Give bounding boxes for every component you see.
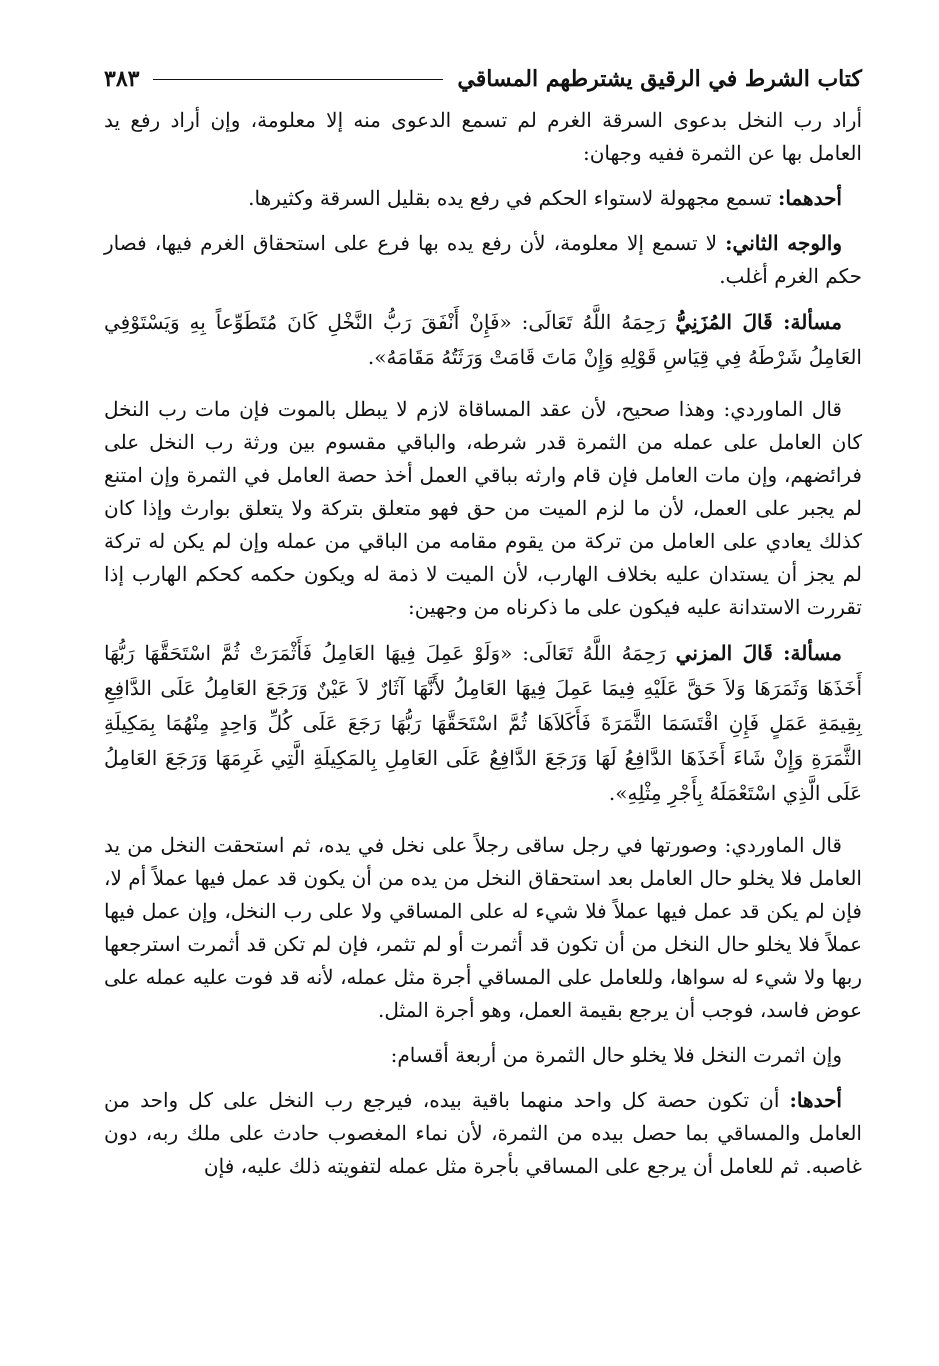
masala-muzani-2 — [104, 636, 862, 811]
paragraph-four-cases: وإن اثمرت النخل فلا يخلو حال الثمرة من أربعة أقسام: — [390, 1043, 842, 1067]
paragraph-second-view — [104, 227, 862, 293]
second-view-text: لا تسمع إلا معلومة، لأن رفع يده بها فرع على استحقاق الغرم فيها، فصار حكم الغرم أغلب. — [104, 231, 862, 288]
paragraph-1: أراد رب النخل بدعوى السرقة الغرم لم تسمع الدعوى منه إلا معلومة، وإن أراد رفع يد العامل بها عن الثمرة ففيه وجهان: — [104, 108, 862, 165]
header-rule — [153, 79, 443, 80]
paragraph-mawardi-2: قال الماوردي: وصورتها في رجل ساقى رجلاً على نخل في يده، ثم استحقت النخل من يد العامل فلا يخلو حال العامل بعد استحقاق النخل من يده من أن يكون قد عمل فيها عملاً أم لا، فإن لم يكن قد عمل فيها عملاً فلا شيء له على المساقي ولا على رب النخل، وإن عمل فيها عملاً فلا يخلو حال النخل من أن تكون قد أثمرت أو لم تثمر، فإن لم تكن قد أثمرت استرجعها ربها ولا شيء له سواها، وللعامل على المساقي أجرة مثل عمله، لأنه قد فوت عليه عمله على عوض فاسد، فوجب أن يرجع بقيمة العمل، وهو أجرة المثل. — [104, 833, 863, 1022]
case-one-text: أن تكون حصة كل واحد منهما باقية بيده، فيرجع رب النخل على كل واحد من العامل والمساقي بما حصل بيده من الثمرة، لأن نماء المغصوب حادث على ملك ربه، دون غاصبه. ثم للعامل أن يرجع على المساقي بأجرة مثل عمله لتفويته ذلك عليه، فإن — [104, 1088, 862, 1178]
masala-2-text: رَحِمَهُ اللَّهُ تَعَالَى: «وَلَوْ عَمِلَ فِيهَا العَامِلُ فَأَثْمَرَتْ ثُمَّ اسْتَحَقَّهَا رَبُّهَا أَخَذَهَا وَثَمَرَهَا وَلاَ حَقَّ عَلَيْهِ فِيمَا عَمِلَ فِيهَا العَامِلُ لأَنَّهَا آثَارٌ لاَ عَيْنٌ وَرَجَعَ العَامِلُ عَلَى الدَّافِعِ بِقِيمَةِ عَمَلٍ فَإِنِ اقْتَسَمَا الثَّمَرَةَ فَأَكَلاَهَا ثُمَّ اسْتَحَقَّهَا رَبُّهَا رَجَعَ عَلَى كُلِّ وَاحِدٍ مِنْهُمَا بِمَكِيلَةِ الثَّمَرَةِ وَإِنْ شَاءَ أَخَذَهَا الدَّافِعُ لَهَا وَرَجَعَ الدَّافِعُ عَلَى العَامِلِ بِالمَكِيلَةِ الَّتِي غَرِمَهَا وَرَجَعَ العَامِلُ عَلَى الَّذِي اسْتَعْمَلَهُ بِأَجْرِ مِثْلِهِ». — [104, 641, 862, 805]
first-view-label: أحدهما: — [777, 186, 842, 210]
second-view-label: والوجه الثاني: — [725, 231, 842, 255]
paragraph-case-one — [104, 1084, 862, 1183]
masala-1-label: مسألة: قَالَ المُزَنِيُّ — [675, 310, 842, 334]
masala-2-label: مسألة: قَالَ المزني — [675, 641, 842, 665]
paragraph-first-view — [104, 182, 862, 215]
first-view-text: تسمع مجهولة لاستواء الحكم في رفع يده بقليل السرقة وكثيرها. — [248, 186, 778, 210]
masala-muzani-1 — [104, 305, 862, 375]
page-number: ٣٨٣ — [104, 66, 140, 92]
page-body — [104, 104, 862, 1183]
paragraph-mawardi-1: قال الماوردي: وهذا صحيح، لأن عقد المساقاة لازم لا يبطل بالموت فإن مات رب النخل كان العامل على عمله من الثمرة قدر شرطه، والباقي مقسوم بين ورثة رب النخل على فرائضهم، وإن مات العامل فإن قام وارثه بباقي العمل أخذ حصة العامل في الثمرة وإن امتنع لم يجبر على العمل، لأن ما لزم الميت من حق فهو متعلق بتركة ولا يتعلق بوارث وإذا كان كذلك يعادي على العامل من تركة من يقوم مقامه من الباقي من عمله وإن لم يكن له تركة لم يجز أن يستدان عليه بخلاف الهارب، لأن الميت لا ذمة له ويكون حكمه كحكم الهارب إذا تقررت الاستدانة عليه فيكون على ما ذكرناه من وجهين: — [104, 397, 862, 619]
masala-1-text: رَحِمَهُ اللَّهُ تَعَالَى: «فَإِنْ أَنْفَقَ رَبُّ النَّخْلِ كَانَ مُتَطَوِّعاً بِهِ وَيَسْتَوْفِي العَامِلُ شَرْطَهُ فِي قِيَاسِ قَوْلِهِ وَإِنْ مَاتَ قَامَتْ وَرَثَتُهُ مَقَامَهُ». — [104, 310, 862, 369]
case-one-label: أحدها: — [789, 1088, 842, 1112]
running-header — [104, 62, 862, 96]
book-title: كتاب الشرط في الرقيق يشترطهم المساقي — [457, 66, 862, 92]
